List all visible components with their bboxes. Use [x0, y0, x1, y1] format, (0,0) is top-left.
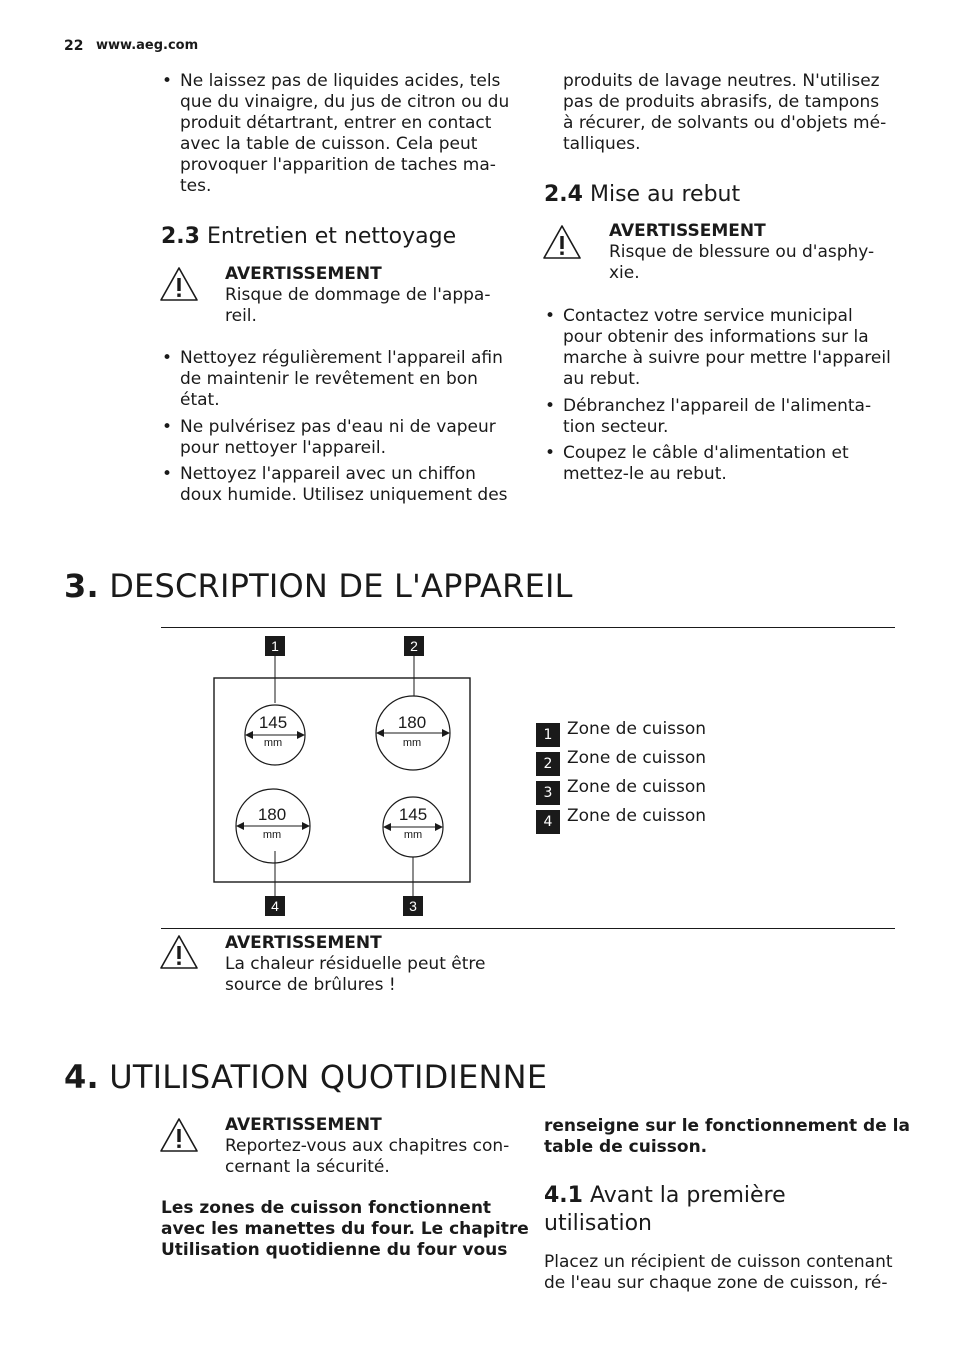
list-item — [563, 306, 891, 390]
warning-text: xie. — [609, 263, 640, 283]
text-line: • Ne laissez pas de liquides acides, tels — [180, 71, 501, 91]
text-line: que du vinaigre, du jus de citron ou du — [180, 92, 510, 112]
text-line: mettez-le au rebut. — [563, 464, 727, 484]
callout-label: 4 — [271, 898, 279, 914]
warning-icon — [542, 224, 582, 260]
heading-number: 3. — [64, 567, 99, 605]
text-line: • Nettoyez régulièrement l'appareil afin — [180, 348, 503, 368]
heading-section-4 — [64, 1057, 547, 1097]
list-item — [563, 443, 849, 485]
zone-size: 180 — [397, 713, 427, 732]
text-line: Utilisation quotidienne du four vous — [161, 1240, 508, 1260]
heading-number: 4. — [64, 1058, 99, 1096]
warning-text: cernant la sécurité. — [225, 1157, 390, 1177]
warning-block — [225, 1115, 525, 1178]
heading-title: utilisation — [544, 1211, 652, 1236]
warning-text: Reportez-vous aux chapitres con- — [225, 1136, 510, 1156]
zone-unit: mm — [402, 737, 422, 749]
bold-paragraph-continued — [544, 1116, 910, 1158]
zone-unit: mm — [262, 829, 282, 841]
warning-title: AVERTISSEMENT — [225, 1115, 382, 1135]
text-line: produit détartrant, entrer en contact — [180, 113, 492, 133]
hob-diagram — [205, 632, 480, 922]
legend-number: 1 — [536, 723, 560, 747]
text-line: tes. — [180, 176, 212, 196]
zone-size: 145 — [398, 805, 428, 824]
text-line: tion secteur. — [563, 417, 669, 437]
text-line: produits de lavage neutres. N'utilisez — [563, 71, 880, 91]
divider — [161, 627, 895, 628]
text-line: pas de produits abrasifs, de tampons — [563, 92, 880, 112]
text-line: table de cuisson. — [544, 1137, 708, 1157]
text-line: • Coupez le câble d'alimentation et — [563, 443, 849, 463]
heading-4-1 — [544, 1182, 786, 1238]
legend-label: Zone de cuisson — [567, 806, 707, 826]
text-line: • Nettoyez l'appareil avec un chiffon — [180, 464, 476, 484]
heading-title: Mise au rebut — [589, 182, 741, 207]
legend-label: Zone de cuisson — [567, 777, 707, 797]
warning-icon — [159, 266, 199, 302]
text-line: renseigne sur le fonctionnement de la — [544, 1116, 910, 1136]
warning-text: Risque de dommage de l'appa- — [225, 285, 491, 305]
text-line: avec la table de cuisson. Cela peut — [180, 134, 478, 154]
legend-number: 2 — [536, 752, 560, 776]
warning-icon — [159, 1117, 199, 1153]
zone-size: 145 — [258, 713, 288, 732]
text-line: doux humide. Utilisez uniquement des — [180, 485, 508, 505]
warning-block — [225, 264, 515, 327]
text-line: avec les manettes du four. Le chapitre — [161, 1219, 529, 1239]
text-line: • Contactez votre service municipal — [563, 306, 853, 326]
callout-label: 3 — [409, 898, 417, 914]
text-line: Les zones de cuisson fonctionnent — [161, 1198, 492, 1218]
warning-block — [225, 933, 525, 996]
text-line: de l'eau sur chaque zone de cuisson, ré- — [544, 1273, 888, 1293]
heading-number: 2.4 — [544, 182, 583, 207]
legend-number: 4 — [536, 810, 560, 834]
text-line: à récurer, de solvants ou d'objets mé- — [563, 113, 887, 133]
zone-unit: mm — [263, 737, 283, 749]
text-line: état. — [180, 390, 220, 410]
text-line: • Débranchez l'appareil de l'alimenta- — [563, 396, 872, 416]
heading-title: Entretien et nettoyage — [206, 224, 457, 249]
list-item — [180, 464, 508, 506]
warning-icon — [159, 934, 199, 970]
text-line: • Ne pulvérisez pas d'eau ni de vapeur — [180, 417, 496, 437]
warning-text: reil. — [225, 306, 257, 326]
text-line: au rebut. — [563, 369, 641, 389]
heading-title: DESCRIPTION DE L'APPAREIL — [109, 567, 573, 605]
warning-title: AVERTISSEMENT — [225, 933, 382, 953]
text-line: Placez un récipient de cuisson contenant — [544, 1252, 893, 1272]
heading-title: Avant la première — [589, 1183, 786, 1208]
heading-number: 2.3 — [161, 224, 200, 249]
heading-title: UTILISATION QUOTIDIENNE — [109, 1058, 548, 1096]
heading-section-3 — [64, 566, 573, 606]
heading-2-3 — [161, 223, 456, 251]
bold-paragraph — [161, 1198, 529, 1261]
warning-text: source de brûlures ! — [225, 975, 396, 995]
warning-text: Risque de blessure ou d'asphy- — [609, 242, 875, 262]
page-number: 22 — [64, 38, 84, 54]
legend-label: Zone de cuisson — [567, 748, 707, 768]
hob-outline — [214, 678, 470, 882]
list-item — [563, 396, 871, 438]
zone-size: 180 — [257, 805, 287, 824]
divider — [161, 928, 895, 929]
legend-number: 3 — [536, 781, 560, 805]
warning-title: AVERTISSEMENT — [609, 221, 766, 241]
text-line: de maintenir le revêtement en bon — [180, 369, 478, 389]
text-line: marche à suivre pour mettre l'appareil — [563, 348, 891, 368]
text-line: provoquer l'apparition de taches ma- — [180, 155, 496, 175]
zone-unit: mm — [403, 829, 423, 841]
paragraph — [544, 1252, 893, 1294]
legend-label: Zone de cuisson — [567, 719, 707, 739]
header-url: www.aeg.com — [96, 38, 199, 53]
warning-block — [609, 221, 899, 284]
warning-title: AVERTISSEMENT — [225, 264, 382, 284]
callout-label: 2 — [410, 638, 418, 654]
heading-2-4 — [544, 181, 740, 209]
list-item — [180, 417, 496, 459]
warning-text: La chaleur résiduelle peut être — [225, 954, 486, 974]
text-line: pour nettoyer l'appareil. — [180, 438, 386, 458]
heading-number: 4.1 — [544, 1183, 583, 1208]
callout-label: 1 — [271, 638, 279, 654]
list-item — [180, 348, 503, 411]
text-line: talliques. — [563, 134, 641, 154]
text-line: pour obtenir des informations sur la — [563, 327, 869, 347]
